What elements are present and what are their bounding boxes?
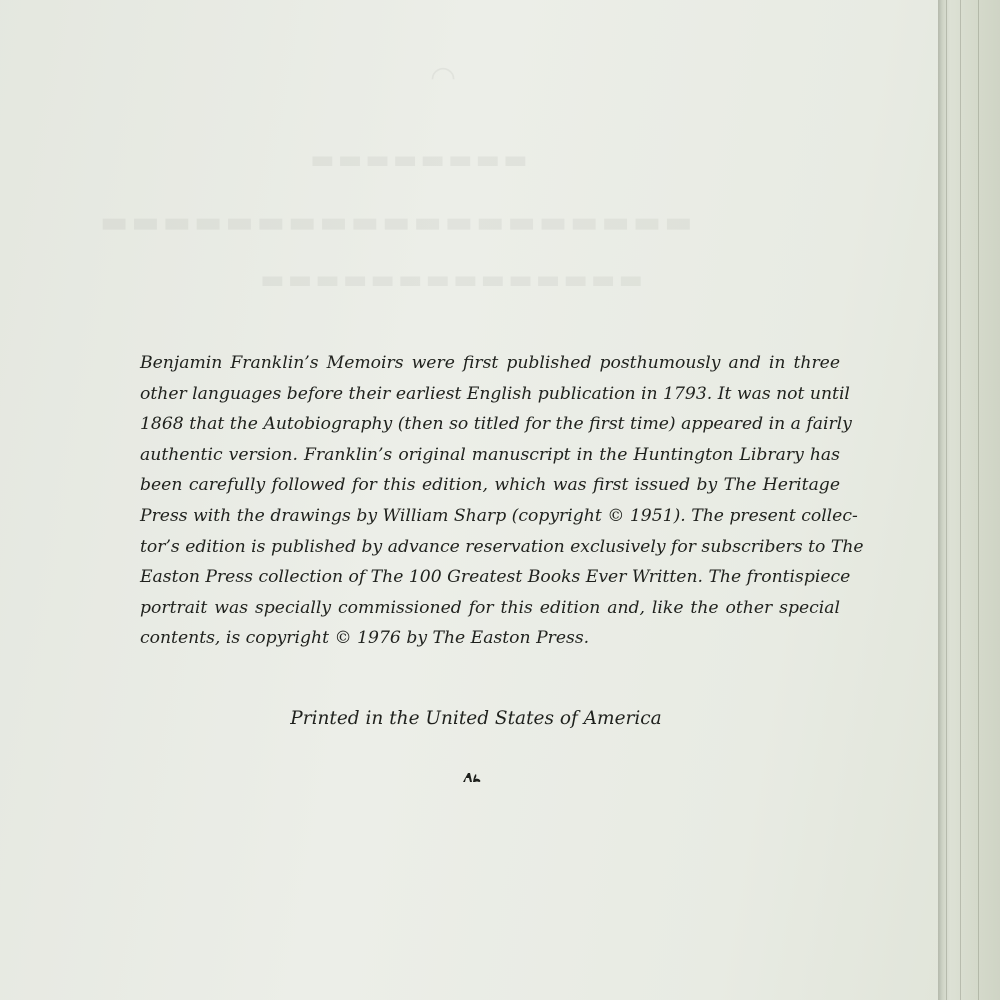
colophon-line: contents, is copyright © 1976 by The Easton Press.	[140, 628, 590, 649]
printer-mark-icon	[460, 770, 486, 786]
show-through-line: ▬▬▬▬▬▬▬▬	[310, 145, 531, 175]
show-through-line: ▬▬▬▬▬▬▬▬▬▬▬▬▬▬	[260, 265, 646, 295]
colophon-paragraph	[140, 348, 864, 654]
colophon-line: other languages before their earliest English publication in 1793. It was not until	[140, 383, 850, 404]
printed-in-line: Printed in the United States of America	[290, 708, 662, 729]
adjacent-page-edges	[938, 0, 1000, 1000]
colophon-line: been carefully followed for this edition, which was first issued by The Heritage	[140, 475, 840, 496]
colophon-line: portrait was specially commissioned for this edition and, like the other special	[140, 597, 840, 618]
show-through-mark: ◠	[430, 60, 457, 95]
colophon-line: 1868 that the Autobiography (then so titled for the first time) appeared in a fairly	[140, 414, 852, 435]
colophon-line: Easton Press collection of The 100 Greatest Books Ever Written. The frontispiece	[140, 567, 851, 588]
colophon-line: Press with the drawings by William Sharp (copyright © 1951). The present collec-	[140, 505, 858, 526]
colophon-line: tor’s edition is published by advance reservation exclusively for subscribers to The	[140, 536, 864, 557]
show-through-line: ▬▬▬▬▬▬▬▬▬▬▬▬▬▬▬▬▬▬▬	[100, 205, 696, 240]
colophon-line: Benjamin Franklin’s Memoirs were first published posthumously and in three	[140, 353, 840, 373]
colophon-line: authentic version. Franklin’s original manuscript in the Huntington Library has	[140, 444, 840, 465]
